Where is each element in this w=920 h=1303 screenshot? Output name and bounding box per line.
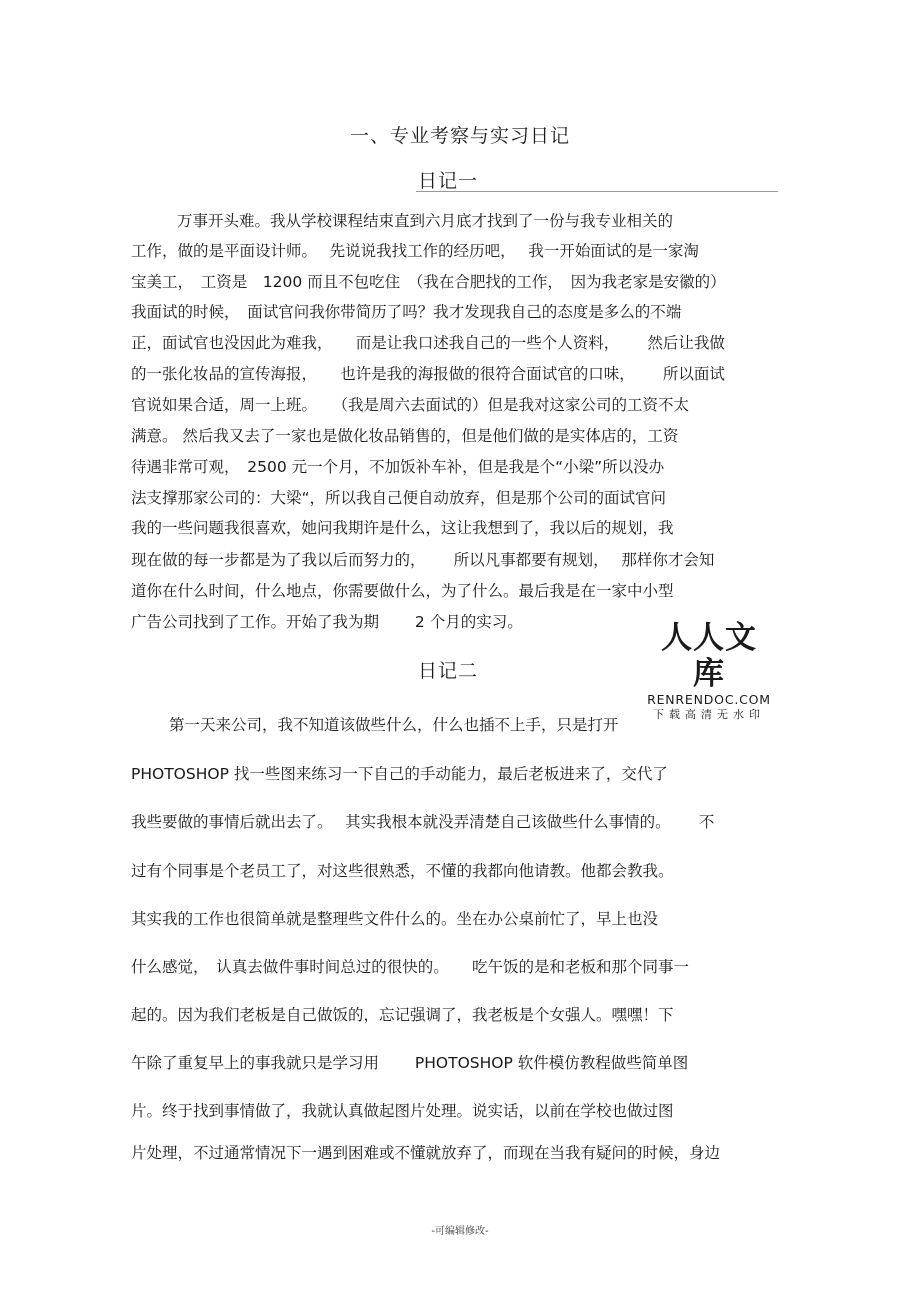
paragraph-line: 正，面试官也没因此为难我， 而是让我口述我自己的一些个人资料， 然后让我做 [131,334,725,352]
paragraph-line: 第一天来公司，我不知道该做些什么，什么也插不上手，只是打开 [169,716,619,734]
paragraph-line: 片。终于找到事情做了，我就认真做起图片处理。说实话，以前在学校也做过图 [131,1102,674,1120]
paragraph-line: 我些要做的事情后就出去了。 其实我根本就没弄清楚自己该做些什么事情的。 不 [131,813,715,831]
paragraph-line: 其实我的工作也很简单就是整理些文件什么的。坐在办公桌前忙了，早上也没 [131,910,659,928]
watermark-domain: RENRENDOC.COM [647,692,771,707]
paragraph-line: 过有个同事是个老员工了，对这些很熟悉，不懂的我都向他请教。他都会教我。 [131,862,674,880]
paragraph-line: 工作，做的是平面设计师。 先说说我找工作的经历吧， 我一开始面试的是一家淘 [131,242,699,260]
diary2-heading: 日记二 [418,660,479,682]
watermark-tagline: 下载高清无水印 [653,708,765,721]
paragraph-line: 待遇非常可观， 2500 元一个月，不加饭补车补，但是我是个“小梁”所以没办 [131,458,665,476]
paragraph-line: 满意。 然后我又去了一家也是做化妆品销售的，但是他们做的是实体店的，工资 [131,427,679,445]
paragraph-line: 万事开头难。我从学校课程结束直到六月底才找到了一份与我专业相关的 [177,212,674,230]
diary1-heading: 日记一 [418,170,479,192]
paragraph-line: PHOTOSHOP 找一些图来练习一下自己的手动能力，最后老板进来了，交代了 [131,765,668,783]
paragraph-line: 片处理，不过通常情况下一遇到困难或不懂就放弃了，而现在当我有疑问的时候，身边 [131,1144,721,1162]
paragraph-line: 官说如果合适，周一上班。 （我是周六去面试的）但是我对这家公司的工资不太 [131,396,690,414]
heading-underline [416,191,778,192]
watermark-main-text: 人人文库 [661,620,757,692]
paragraph-line: 我的一些问题我很喜欢，她问我期许是什么，这让我想到了，我以后的规划，我 [131,519,674,537]
paragraph-line: 法支撑那家公司的：大梁“，所以我自己便自动放弃，但是那个公司的面试官问 [131,489,667,507]
paragraph-line: 的一张化妆品的宣传海报， 也许是我的海报做的很符合面试官的口味， 所以面试 [131,365,725,383]
page-footer: -可编辑修改- [431,1226,489,1237]
paragraph-line: 现在做的每一步都是为了我以后而努力的， 所以凡事都要有规划， 那样你才会知 [131,551,715,569]
paragraph-line: 道你在什么时间，什么地点，你需要做什么，为了什么。最后我是在一家中小型 [131,582,674,600]
page-title: 一、专业考察与实习日记 [349,125,570,147]
paragraph-line: 宝美工， 工资是 1200 而且不包吃住 （我在合肥找的工作， 因为我老家是安徽的） [131,273,726,291]
paragraph-line: 起的。因为我们老板是自己做饭的，忘记强调了，我老板是个女强人。嘿嘿！下 [131,1006,674,1024]
watermark-logo [646,620,772,722]
paragraph-line: 午除了重复早上的事我就只是学习用 PHOTOSHOP 软件模仿教程做些简单图 [131,1054,689,1072]
paragraph-line: 广告公司找到了工作。开始了我为期 2 个月的实习。 [131,613,523,631]
paragraph-line: 什么感觉， 认真去做件事时间总过的很快的。 吃午饭的是和老板和那个同事一 [131,958,690,976]
paragraph-line: 我面试的时候， 面试官问我你带简历了吗？我才发现我自己的态度是多么的不端 [131,303,682,321]
